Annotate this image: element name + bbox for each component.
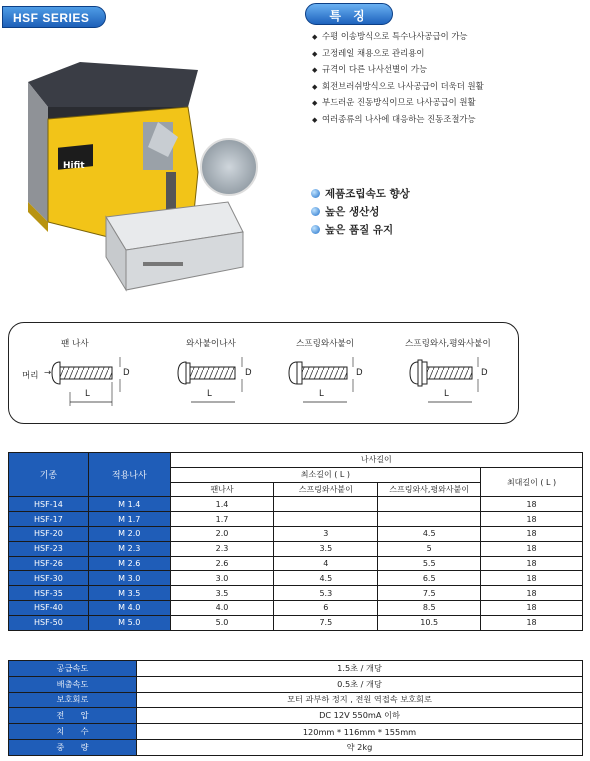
series-title-badge: HSF SERIES [2,6,106,28]
dim-l-label: L [207,389,212,399]
ball-bullet-icon [311,207,320,216]
dim-l-label: L [319,389,324,399]
dim-d-label: D [481,368,488,378]
dim-l-label: L [85,389,90,399]
screw-type-label: 와사붙이나사 [186,339,236,349]
cell-spring: 7.5 [274,615,378,630]
table-row [9,541,583,556]
cell-pan: 5.0 [170,615,274,630]
cell-pan: 2.0 [170,526,274,541]
cell-spring: 3 [274,526,378,541]
cell-screw: M 1.4 [88,497,170,512]
feature-item: ◆ 수평 이송방식으로 특수나사공급이 가능 [312,29,582,46]
spec-table [8,452,583,631]
max-length-header: 최대길이 ( L ) [481,467,583,497]
cell-screw: M 2.0 [88,526,170,541]
ball-bullet-icon [311,225,320,234]
info-value: 120mm * 116mm * 155mm [137,724,583,740]
info-value: 모터 과부하 정지 , 전원 역접속 보호회로 [137,692,583,708]
cell-screw: M 3.0 [88,571,170,586]
cell-model: HSF-17 [9,512,89,527]
info-label: 공급속도 [9,661,137,677]
info-table [8,660,583,756]
spring-header: 스프링와사붙이 [274,482,378,497]
features-title: 특 징 [305,3,393,25]
cell-screw: M 2.6 [88,556,170,571]
benefit-list [311,185,410,239]
info-row [9,692,583,708]
cell-pan: 4.0 [170,600,274,615]
cell-spring: 5.3 [274,586,378,601]
cell-max: 18 [481,600,583,615]
cell-max: 18 [481,526,583,541]
cell-pan: 2.3 [170,541,274,556]
cell-spring-flat: 5.5 [378,556,481,571]
info-label: 배출속도 [9,676,137,692]
cell-pan: 3.5 [170,586,274,601]
cell-model: HSF-35 [9,586,89,601]
cell-pan: 1.7 [170,512,274,527]
screw-type-label: 팬 나사 [61,339,89,349]
cell-max: 18 [481,512,583,527]
info-value: 1.5초 / 개당 [137,661,583,677]
cell-screw: M 2.3 [88,541,170,556]
benefit-item: 높은 생산성 [311,203,410,221]
cell-spring: 4.5 [274,571,378,586]
diamond-bullet: ◆ [312,99,318,108]
cell-spring-flat [378,497,481,512]
ball-bullet-icon [311,189,320,198]
cell-model: HSF-20 [9,526,89,541]
cell-spring-flat: 7.5 [378,586,481,601]
feature-item: ◆ 규격이 다른 나사선별이 가능 [312,62,582,79]
diamond-bullet: ◆ [312,33,318,41]
table-row [9,556,583,571]
dim-d-label: D [245,368,252,378]
benefit-item: 높은 품질 유지 [311,221,410,239]
cell-spring-flat: 8.5 [378,600,481,615]
diamond-bullet: ◆ [312,49,318,58]
cell-model: HSF-14 [9,497,89,512]
cell-model: HSF-23 [9,541,89,556]
zoom-detail-image [200,138,258,196]
info-value: 약 2kg [137,739,583,755]
feature-item: ◆ 여러종류의 나사에 대응하는 진동조절가능 [312,112,582,129]
info-row [9,676,583,692]
dim-d-label: D [123,368,130,378]
dim-l-label: L [444,389,449,399]
cell-spring-flat: 4.5 [378,526,481,541]
screw-header: 적용나사 [88,453,170,497]
cell-spring-flat: 6.5 [378,571,481,586]
info-value: 0.5초 / 개당 [137,676,583,692]
cell-model: HSF-30 [9,571,89,586]
info-label: 중 량 [9,739,137,755]
diamond-bullet: ◆ [312,115,318,124]
diamond-bullet: ◆ [312,66,318,75]
cell-spring: 3.5 [274,541,378,556]
cell-model: HSF-26 [9,556,89,571]
cell-spring: 4 [274,556,378,571]
cell-max: 18 [481,541,583,556]
screw-drawings [8,322,519,424]
spring-flat-header: 스프링와사,평와사붙이 [378,482,481,497]
cell-max: 18 [481,615,583,630]
brand-text: Hifit [63,161,85,171]
cell-pan: 2.6 [170,556,274,571]
cell-model: HSF-40 [9,600,89,615]
cell-spring-flat: 10.5 [378,615,481,630]
info-row [9,661,583,677]
cell-max: 18 [481,586,583,601]
info-row [9,739,583,755]
cell-screw: M 4.0 [88,600,170,615]
length-header: 나사길이 [170,453,582,468]
table-row [9,600,583,615]
arrow-right-icon: → [44,368,52,378]
table-row [9,512,583,527]
feature-list [312,29,582,129]
table-row [9,586,583,601]
benefit-item: 제품조립속도 향상 [311,185,410,203]
cell-max: 18 [481,571,583,586]
model-header: 기종 [9,453,89,497]
feature-item: ◆ 고정레일 채용으로 관리용이 [312,46,582,63]
table-row [9,497,583,512]
cell-screw: M 3.5 [88,586,170,601]
diamond-bullet: ◆ [312,82,318,91]
cell-spring [274,497,378,512]
pan-header: 팬나사 [170,482,274,497]
screw-type-label: 스프링와사붙이 [296,339,355,349]
feature-item: ◆ 회전브러쉬방식으로 나사공급이 더욱더 원활 [312,79,582,96]
info-label: 치 수 [9,724,137,740]
head-label: 머리 [22,371,39,381]
table-row [9,526,583,541]
table-row [9,571,583,586]
cell-screw: M 1.7 [88,512,170,527]
info-label: 보호회로 [9,692,137,708]
screw-type-label: 스프링와사,평와사붙이 [405,339,491,349]
cell-spring [274,512,378,527]
cell-max: 18 [481,497,583,512]
info-row [9,724,583,740]
table-row [9,615,583,630]
cell-pan: 1.4 [170,497,274,512]
feature-item: ◆ 부드러운 진동방식이므로 나사공급이 원활 [312,95,582,112]
cell-max: 18 [481,556,583,571]
info-label: 전 압 [9,708,137,724]
min-length-header: 최소길이 ( L ) [170,467,480,482]
cell-pan: 3.0 [170,571,274,586]
dim-d-label: D [356,368,363,378]
cell-spring: 6 [274,600,378,615]
cell-screw: M 5.0 [88,615,170,630]
cell-model: HSF-50 [9,615,89,630]
cell-spring-flat: 5 [378,541,481,556]
info-row [9,708,583,724]
cell-spring-flat [378,512,481,527]
info-value: DC 12V 550mA 이하 [137,708,583,724]
